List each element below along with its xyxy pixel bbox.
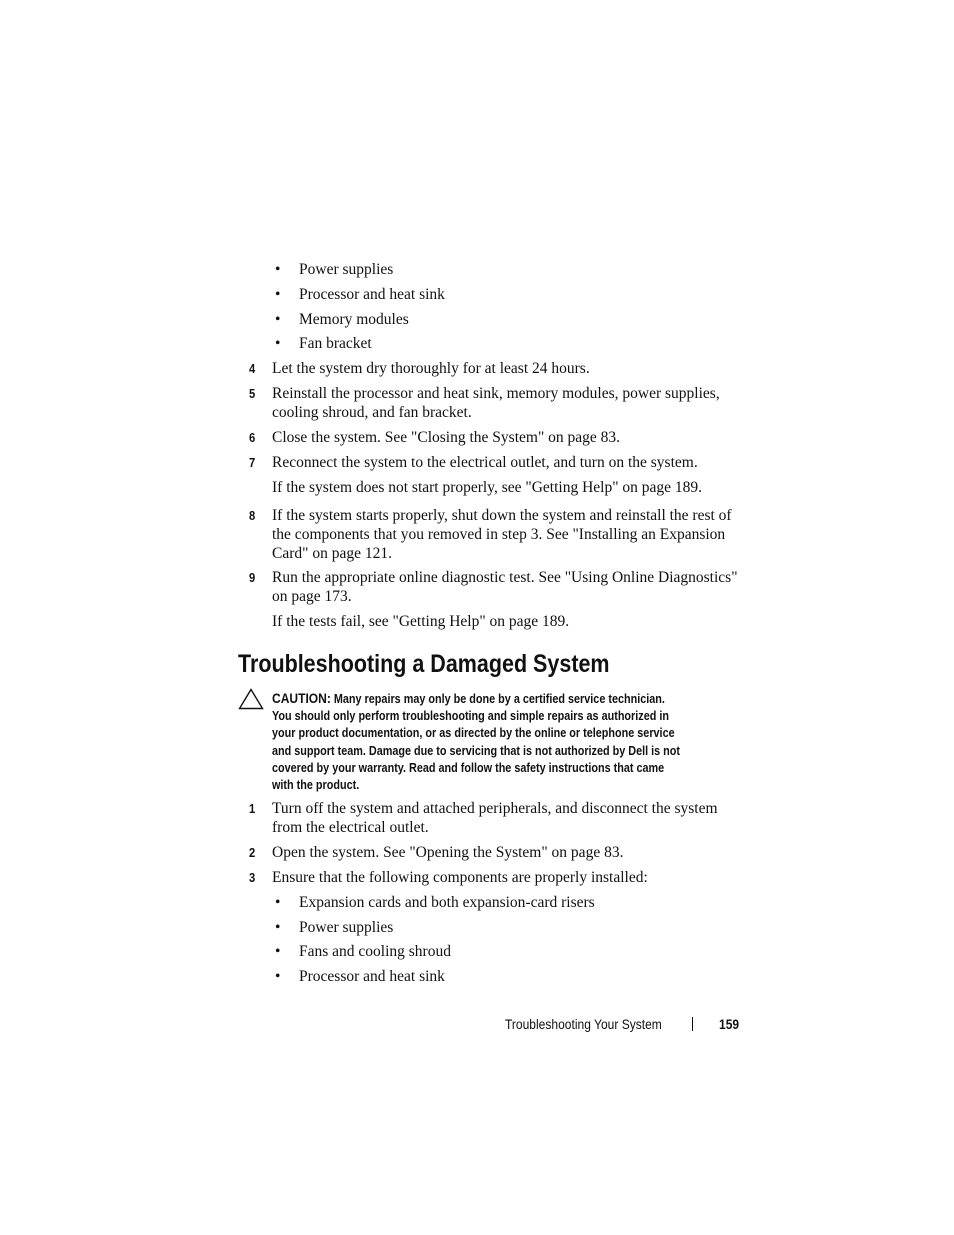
section-heading: Troubleshooting a Damaged System bbox=[238, 650, 610, 678]
step-text: Close the system. See "Closing the System" on page 83. bbox=[272, 429, 621, 446]
step-number: 8 bbox=[249, 508, 256, 523]
step-number: 4 bbox=[249, 361, 256, 376]
step-text bbox=[272, 506, 742, 563]
page-number: 159 bbox=[719, 1016, 740, 1032]
step-line: from the electrical outlet. bbox=[272, 819, 429, 836]
list-item: Memory modules bbox=[299, 311, 409, 328]
step-line: Run the appropriate online diagnostic test. See "Using Online Diagnostics" bbox=[272, 569, 738, 586]
step-text: Ensure that the following components are properly installed: bbox=[272, 869, 648, 886]
step-line: on page 173. bbox=[272, 588, 352, 605]
caution-icon bbox=[238, 688, 264, 710]
caution-line: covered by your warranty. Read and follow the safety instructions that came bbox=[272, 760, 665, 775]
footer-divider bbox=[692, 1017, 693, 1031]
caution-text: Many repairs may only be done by a certified service technician. bbox=[333, 692, 665, 706]
list-item: Power supplies bbox=[299, 919, 394, 936]
caution-line: with the product. bbox=[272, 778, 360, 793]
step-line: Reinstall the processor and heat sink, memory modules, power supplies, bbox=[272, 385, 720, 402]
list-item: Expansion cards and both expansion-card risers bbox=[299, 894, 595, 911]
step-number: 3 bbox=[249, 870, 256, 885]
list-item: Processor and heat sink bbox=[299, 968, 445, 985]
step-line: Turn off the system and attached peripherals, and disconnect the system bbox=[272, 800, 718, 817]
bullet-marker: • bbox=[275, 261, 281, 278]
step-text: Let the system dry thoroughly for at least 24 hours. bbox=[272, 360, 590, 377]
list-item: Power supplies bbox=[299, 261, 394, 278]
step-line: If the system starts properly, shut down the system and reinstall the rest of bbox=[272, 507, 732, 524]
caution-label: CAUTION: bbox=[272, 690, 331, 706]
step-note: If the system does not start properly, see "Getting Help" on page 189. bbox=[272, 479, 703, 496]
list-item: Processor and heat sink bbox=[299, 286, 445, 303]
bullet-marker: • bbox=[275, 311, 281, 328]
step-number: 9 bbox=[249, 570, 256, 585]
list-item: Fans and cooling shroud bbox=[299, 943, 451, 960]
list-item: Fan bracket bbox=[299, 335, 372, 352]
step-note: If the tests fail, see "Getting Help" on page 189. bbox=[272, 613, 570, 630]
step-text bbox=[272, 799, 742, 837]
bullet-marker: • bbox=[275, 894, 281, 911]
step-number: 6 bbox=[249, 430, 256, 445]
bullet-marker: • bbox=[275, 335, 281, 352]
bullet-marker: • bbox=[275, 286, 281, 303]
footer-chapter-title: Troubleshooting Your System bbox=[505, 1016, 662, 1032]
caution-line: and support team. Damage due to servicing that is not authorized by Dell is not bbox=[272, 743, 681, 758]
caution-line: You should only perform troubleshooting and simple repairs as authorized in bbox=[272, 709, 669, 724]
step-line: cooling shroud, and fan bracket. bbox=[272, 404, 472, 421]
step-number: 7 bbox=[249, 455, 256, 470]
step-text: Reconnect the system to the electrical outlet, and turn on the system. bbox=[272, 454, 698, 471]
step-number: 2 bbox=[249, 845, 256, 860]
step-number: 1 bbox=[249, 801, 256, 816]
step-line: the components that you removed in step 3. See "Installing an Expansion bbox=[272, 526, 726, 543]
bullet-marker: • bbox=[275, 968, 281, 985]
caution-line bbox=[272, 690, 719, 708]
step-number: 5 bbox=[249, 386, 256, 401]
step-line: Card" on page 121. bbox=[272, 545, 392, 562]
bullet-marker: • bbox=[275, 919, 281, 936]
caution-line: your product documentation, or as directed by the online or telephone service bbox=[272, 726, 675, 741]
caution-note bbox=[272, 690, 719, 794]
bullet-marker: • bbox=[275, 943, 281, 960]
step-text bbox=[272, 384, 742, 422]
step-text bbox=[272, 568, 742, 606]
step-text: Open the system. See "Opening the System" on page 83. bbox=[272, 844, 624, 861]
